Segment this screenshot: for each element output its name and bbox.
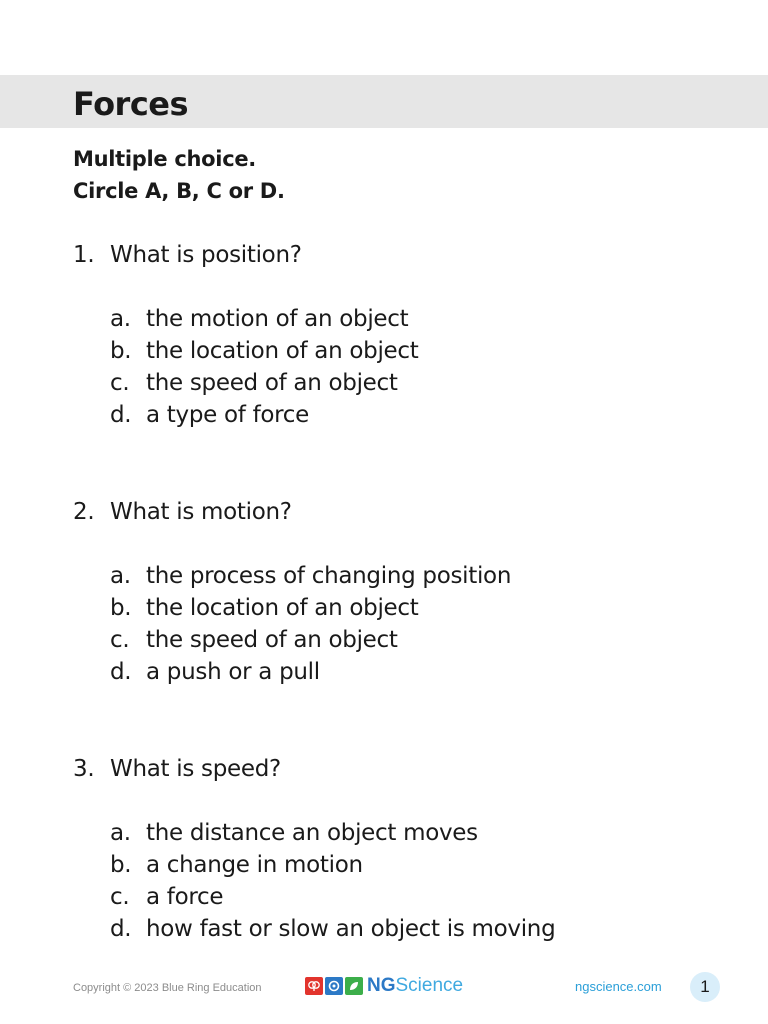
option-list: [73, 560, 733, 688]
option-letter: b.: [110, 852, 132, 878]
eye-icon: [325, 977, 343, 995]
option-letter: d.: [110, 402, 132, 428]
option-letter: d.: [110, 659, 132, 685]
option-text: a change in motion: [146, 852, 363, 878]
option-a[interactable]: [110, 817, 733, 849]
option-text: the distance an object moves: [146, 820, 478, 846]
copyright-text: Copyright © 2023 Blue Ring Education: [73, 982, 262, 994]
option-letter: a.: [110, 563, 131, 589]
ngscience-logo: [305, 976, 463, 996]
option-text: the process of changing position: [146, 563, 512, 589]
option-letter: b.: [110, 595, 132, 621]
page-number-badge: 1: [690, 972, 720, 1002]
option-letter: b.: [110, 338, 132, 364]
option-text: the speed of an object: [146, 627, 398, 653]
option-d[interactable]: [110, 656, 733, 688]
option-b[interactable]: [110, 849, 733, 881]
instructions-line-2: Circle A, B, C or D.: [73, 179, 285, 203]
option-list: [73, 817, 733, 945]
option-letter: c.: [110, 627, 130, 653]
brain-icon: [305, 977, 323, 995]
question-prompt: [73, 239, 733, 271]
option-text: a type of force: [146, 402, 309, 428]
option-text: a force: [146, 884, 224, 910]
option-text: how fast or slow an object is moving: [146, 916, 556, 942]
instructions: [73, 143, 285, 207]
option-letter: c.: [110, 884, 130, 910]
question-number: 1.: [73, 242, 95, 268]
question-2: [73, 496, 733, 688]
page-title: Forces: [73, 85, 189, 123]
option-list: [73, 303, 733, 431]
option-c[interactable]: [110, 367, 733, 399]
option-b[interactable]: [110, 335, 733, 367]
logo-wordmark: [367, 976, 463, 996]
option-a[interactable]: [110, 560, 733, 592]
option-letter: d.: [110, 916, 132, 942]
question-prompt: [73, 753, 733, 785]
option-text: a push or a pull: [146, 659, 320, 685]
option-text: the location of an object: [146, 338, 419, 364]
leaf-icon: [345, 977, 363, 995]
option-text: the speed of an object: [146, 370, 398, 396]
option-letter: a.: [110, 306, 131, 332]
question-text: What is position?: [110, 242, 302, 268]
option-c[interactable]: [110, 881, 733, 913]
question-text: What is motion?: [110, 499, 292, 525]
question-3: [73, 753, 733, 945]
option-b[interactable]: [110, 592, 733, 624]
option-letter: c.: [110, 370, 130, 396]
question-text: What is speed?: [110, 756, 281, 782]
website-link[interactable]: ngscience.com: [575, 979, 662, 994]
question-prompt: [73, 496, 733, 528]
option-a[interactable]: [110, 303, 733, 335]
question-number: 3.: [73, 756, 95, 782]
logo-ng-text: NG: [367, 975, 396, 996]
logo-science-text: Science: [395, 975, 464, 996]
option-d[interactable]: [110, 913, 733, 945]
option-text: the motion of an object: [146, 306, 409, 332]
option-letter: a.: [110, 820, 131, 846]
option-d[interactable]: [110, 399, 733, 431]
instructions-line-1: Multiple choice.: [73, 147, 256, 171]
question-1: [73, 239, 733, 431]
option-text: the location of an object: [146, 595, 419, 621]
question-number: 2.: [73, 499, 95, 525]
option-c[interactable]: [110, 624, 733, 656]
